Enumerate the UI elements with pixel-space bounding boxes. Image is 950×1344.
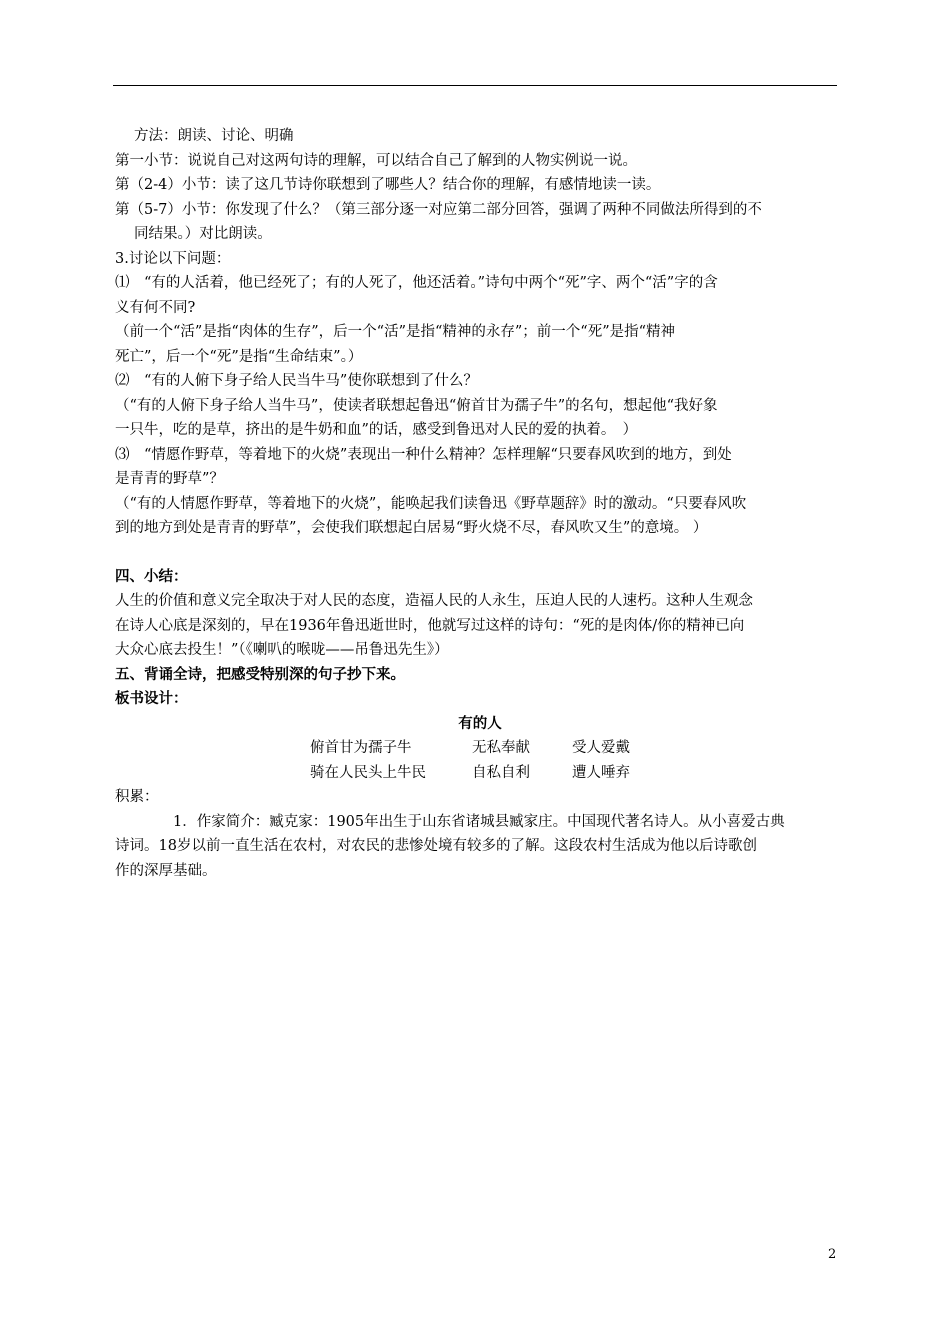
section-3-continuation: 同结果。）对比朗读。: [134, 226, 272, 242]
document-body: [115, 124, 837, 883]
answer-1-continuation: 死亡”，后一个“死”是指“生命结束”。）: [115, 348, 363, 365]
question-2: ⑵ “有的人俯下身子给人民当牛马”使你联想到了什么？: [115, 373, 478, 389]
board-title: 有的人: [458, 715, 502, 732]
question-1: ⑴ “有的人活着，他已经死了；有的人死了，他还活着。”诗句中两个“死”字、两个“活”字的含: [115, 275, 718, 291]
board-cell: 自私自利: [472, 764, 530, 781]
answer-3: （“有的人情愿作野草，等着地下的火烧”，能唤起我们读鲁迅《野草题辞》时的激动。“只要春风吹: [115, 495, 747, 512]
recitation-heading: 五、背诵全诗，把感受特别深的句子抄下来。: [115, 666, 405, 683]
method-line: 方法：朗读、讨论、明确: [134, 128, 294, 144]
spacer: [115, 541, 837, 565]
answer-1: （前一个“活”是指“肉体的生存”，后一个“活”是指“精神的永存”；前一个“死”是指“精神: [115, 324, 676, 340]
author-bio-line-2: 诗词。18岁以前一直生活在农村，对农民的悲惨处境有较多的了解。这段农村生活成为他以后诗歌创: [115, 838, 757, 854]
section-3-line: 第（5-7）小节：你发现了什么？（第三部分逐一对应第二部分回答，强调了两种不同做法所得到的不: [115, 201, 762, 218]
board-cell: 受人爱戴: [572, 740, 630, 756]
board-design-label: 板书设计：: [115, 691, 188, 707]
section-2-line: 第（2-4）小节：读了这几节诗你联想到了哪些人？结合你的理解，有感情地读一读。: [115, 177, 661, 193]
question-3: ⑶ “情愿作野草，等着地下的火烧”表现出一种什么精神？怎样理解“只要春风吹到的地方，到处: [115, 446, 732, 463]
question-1-continuation: 义有何不同?: [115, 299, 196, 316]
answer-2-continuation: 一只牛，吃的是草，挤出的是牛奶和血”的话，感受到鲁迅对人民的爱的执着。 ）: [115, 422, 638, 438]
answer-3-continuation: 到的地方到处是青青的野草”，会使我们联想起白居易“野火烧不尽，春风吹又生”的意境。 ）: [115, 520, 708, 536]
answer-2: （“有的人俯下身子给人当牛马”，使读者联想起鲁迅“俯首甘为孺子牛”的名句，想起他“我好象: [115, 397, 718, 414]
page-number: 2: [828, 1247, 837, 1262]
summary-line-2: 在诗人心底是深刻的，早在1936年鲁迅逝世时，他就写过这样的诗句：“死的是肉体/你的精神已向: [115, 617, 745, 634]
board-cell: 骑在人民头上牛民: [310, 764, 426, 781]
discussion-heading: 3.讨论以下问题：: [115, 250, 231, 267]
author-bio-line-1: 1．作家简介：臧克家：1905年出生于山东省诸城县臧家庄。中国现代著名诗人。从小喜爱古典: [173, 813, 785, 830]
board-row: [115, 736, 837, 761]
section-1-line: 第一小节：说说自己对这两句诗的理解，可以结合自己了解到的人物实例说一说。: [115, 152, 637, 169]
header-rule: [113, 85, 837, 86]
board-row: [115, 761, 837, 786]
accumulation-label: 积累：: [115, 789, 159, 805]
board-cell: 无私奉献: [472, 740, 530, 756]
summary-line-1: 人生的价值和意义完全取决于对人民的态度，造福人民的人永生，压迫人民的人速朽。这种人生观念: [115, 593, 753, 609]
board-cell: 俯首甘为孺子牛: [310, 740, 412, 756]
summary-line-3: 大众心底去投生！”（《喇叭的喉咙——吊鲁迅先生》）: [115, 642, 449, 658]
board-cell: 遭人唾弃: [572, 764, 630, 781]
summary-heading: 四、小结：: [115, 568, 188, 585]
author-bio-line-3: 作的深厚基础。: [115, 862, 217, 879]
question-3-continuation: 是青青的野草”？: [115, 471, 224, 487]
